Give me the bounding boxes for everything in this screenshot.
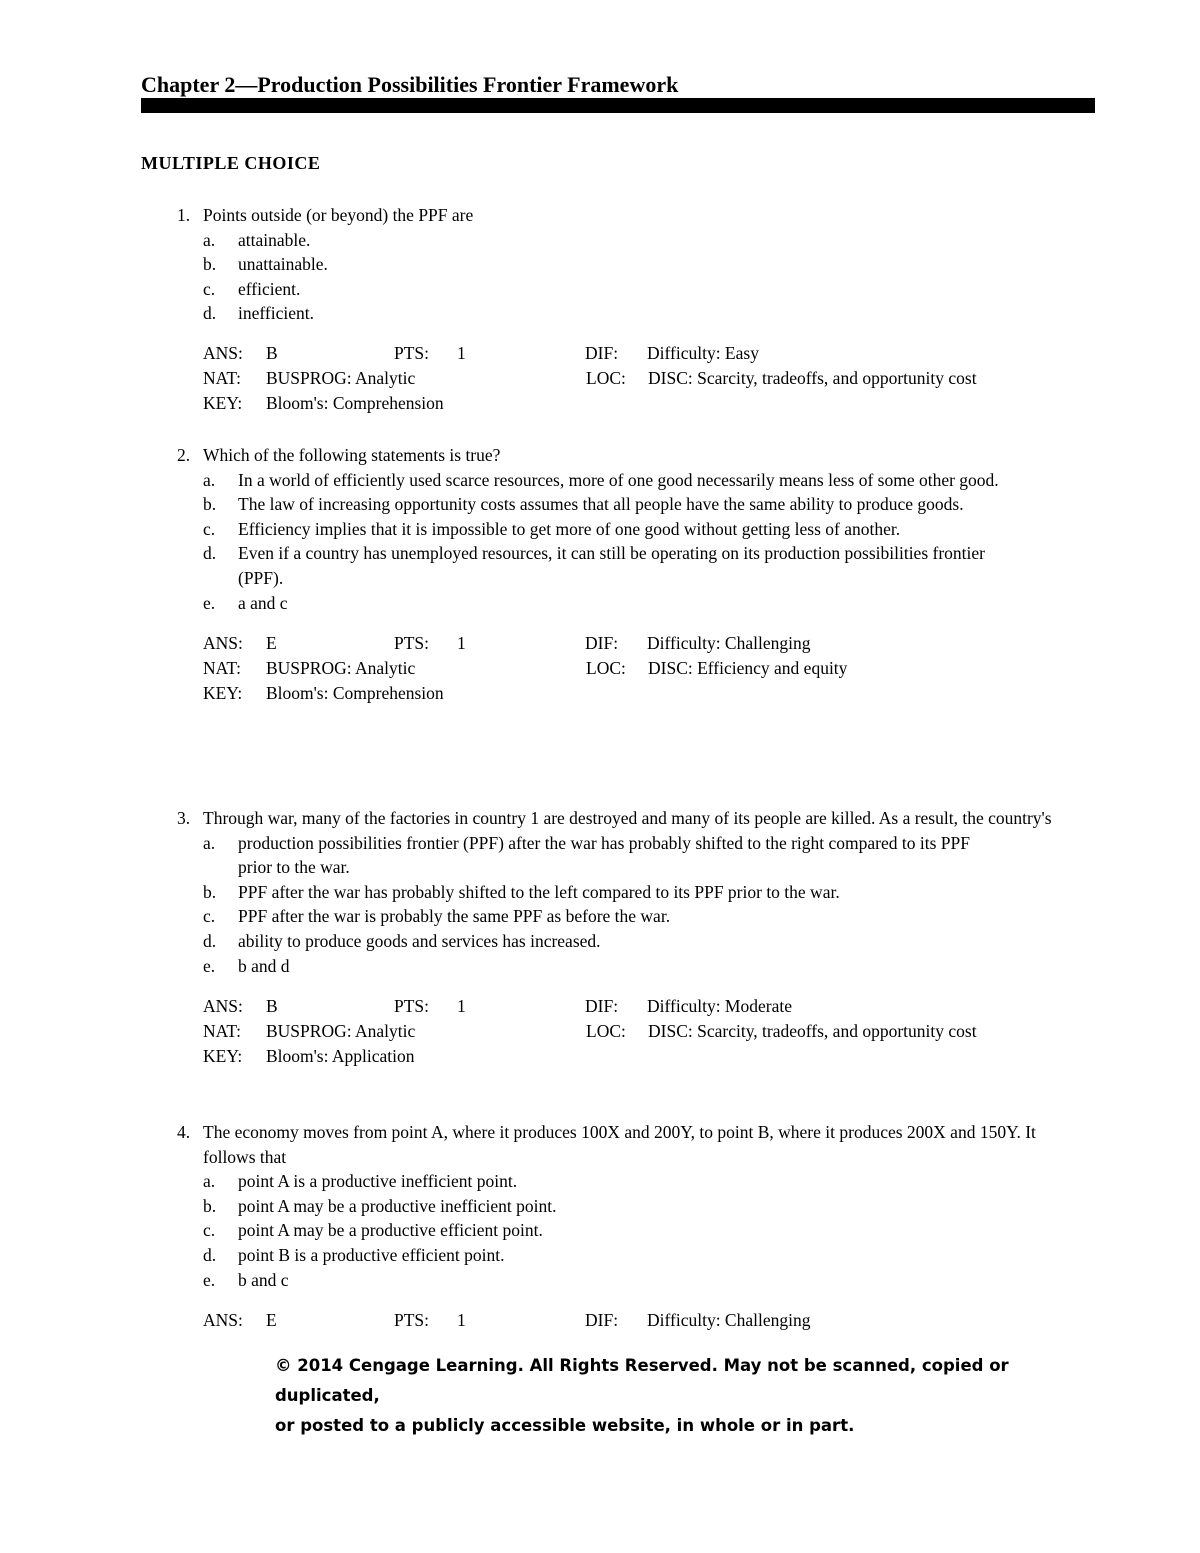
answer-metadata: ANS: E PTS: 1 DIF: Difficulty: Challenging [203,1308,1081,1333]
option-a: a. production possibilities frontier (PPF) after the war has probably shifted to the right compared to its PPF prior to the war. [203,832,970,878]
answer-value: B [266,995,278,1016]
question-number: 3. [177,808,191,828]
nat-value: BUSPROG: Analytic [266,1020,416,1041]
section-heading: MULTIPLE CHOICE [141,153,321,173]
question-stem: Through war, many of the factories in country 1 are destroyed and many of its people are killed. As a result, the country's [203,808,1052,828]
answer-metadata: ANS: B PTS: 1 DIF: Difficulty: Easy NAT: BUSPROG: Analytic LOC: DISC: Scarcity, tradeoffs, and opportunity cost KEY: Bloom's: Comprehension [203,341,1081,416]
title-rule [141,98,1095,113]
difficulty-value: Difficulty: Challenging [647,1309,811,1330]
key-value: Bloom's: Comprehension [266,393,444,414]
option-d: d. point B is a productive efficient point. [203,1244,505,1265]
loc-value: DISC: Scarcity, tradeoffs, and opportunity cost [648,1020,977,1041]
option-b: b. PPF after the war has probably shifted to the left compared to its PPF prior to the war. [203,881,840,902]
chapter-title: Chapter 2—Production Possibilities Frontier Framework [141,72,679,97]
difficulty-value: Difficulty: Moderate [647,995,792,1016]
points-value: 1 [457,632,466,653]
option-d: d. inefficient. [203,303,314,324]
question-number: 4. [177,1122,191,1142]
question-4 [141,1120,1081,1333]
question-number: 1. [177,205,191,225]
option-d: d. Even if a country has unemployed resources, it can still be operating on its production possibilities frontier (PPF). [203,543,985,588]
question-number: 2. [177,445,191,465]
footer-line-1: © 2014 Cengage Learning. All Rights Reserved. May not be scanned, copied or duplicated, [275,1356,1009,1405]
nat-value: BUSPROG: Analytic [266,657,416,678]
points-value: 1 [457,1309,466,1330]
points-value: 1 [457,343,466,364]
option-c: c. PPF after the war is probably the same PPF as before the war. [203,906,671,927]
answer-value: E [266,1309,277,1330]
answer-value: B [266,343,278,364]
option-e: e. b and c [203,1269,289,1290]
option-a: a. attainable. [203,229,311,250]
copyright-footer [275,1351,1095,1441]
answer-metadata: ANS: E PTS: 1 DIF: Difficulty: Challenging NAT: BUSPROG: Analytic LOC: DISC: Efficiency and equity KEY: Bloom's: Comprehension [203,631,1081,706]
loc-value: DISC: Efficiency and equity [648,657,848,678]
difficulty-value: Difficulty: Challenging [647,632,811,653]
nat-value: BUSPROG: Analytic [266,368,416,389]
option-c: c. Efficiency implies that it is impossible to get more of one good without getting less of another. [203,518,901,539]
question-2 [141,443,1081,706]
option-e: e. b and d [203,955,290,976]
option-b: b. unattainable. [203,254,328,275]
question-stem: The economy moves from point A, where it produces 100X and 200Y, to point B, where it produces 200X and 150Y. It follows that [203,1122,1036,1167]
points-value: 1 [457,995,466,1016]
footer-line-2: or posted to a publicly accessible website, in whole or in part. [275,1416,855,1435]
option-c: c. point A may be a productive efficient point. [203,1220,543,1241]
answer-value: E [266,632,277,653]
key-value: Bloom's: Comprehension [266,682,444,703]
option-a: a. In a world of efficiently used scarce resources, more of one good necessarily means less of some other good. [203,469,999,490]
option-b: b. point A may be a productive inefficient point. [203,1195,557,1216]
option-e: e. a and c [203,592,288,613]
question-stem: Which of the following statements is true? [203,445,501,465]
answer-metadata: ANS: B PTS: 1 DIF: Difficulty: Moderate NAT: BUSPROG: Analytic LOC: DISC: Scarcity, tradeoffs, and opportunity cost KEY: Bloom's: Application [203,994,1081,1069]
option-c: c. efficient. [203,278,301,299]
option-a: a. point A is a productive inefficient point. [203,1171,518,1192]
option-b: b. The law of increasing opportunity costs assumes that all people have the same ability to produce goods. [203,494,964,515]
question-1 [141,203,1081,416]
key-value: Bloom's: Application [266,1045,415,1066]
loc-value: DISC: Scarcity, tradeoffs, and opportunity cost [648,368,977,389]
question-3 [141,806,1081,1069]
difficulty-value: Difficulty: Easy [647,343,759,364]
option-d: d. ability to produce goods and services has increased. [203,930,601,951]
question-stem: Points outside (or beyond) the PPF are [203,205,474,225]
